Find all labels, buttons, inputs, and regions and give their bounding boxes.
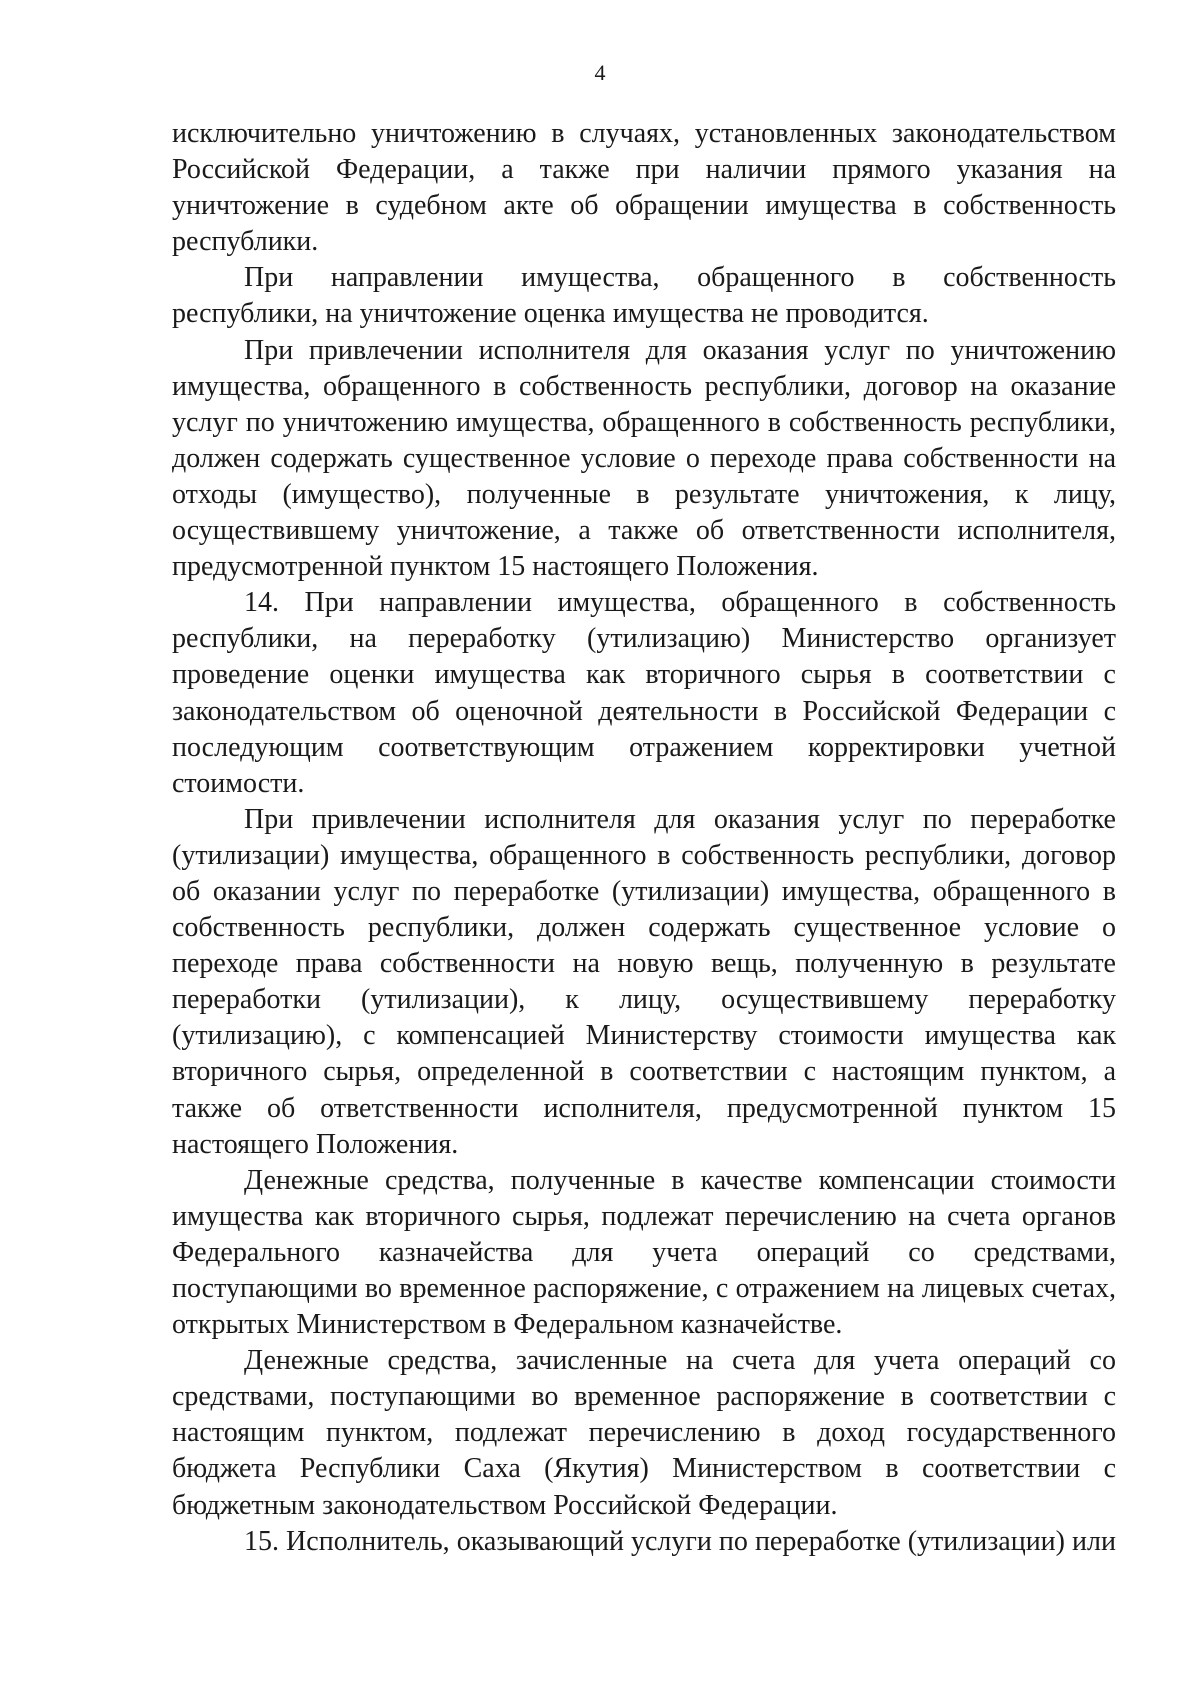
paragraph-item-15: 15. Исполнитель, оказывающий услуги по переработке (утилизации) или — [244, 1525, 1116, 1557]
paragraph-3: При привлечении исполнителя для оказания услуг по уничтожению имущества, обращенного в собственность республики, договор на оказание услуг по уничтожению имущества, обращенного в собственность республики, должен содержать существенное условие о переходе права собственности на отходы (имущество), полученные в результате уничтожения, к лицу, осуществившему уничтожение, а также об ответственности исполнителя, предусмотренной пунктом 15 настоящего Положения. — [172, 334, 1116, 583]
paragraph-6: Денежные средства, полученные в качестве компенсации стоимости имущества как вторичного сырья, подлежат перечислению на счета органов Федерального казначейства для учета операций со средствами, поступающими во временное распоряжение, с отражением на лицевых счетах, открытых Министерством в Федеральном казначействе. — [172, 1164, 1116, 1341]
paragraph-7: Денежные средства, зачисленные на счета для учета операций со средствами, поступающими во временное распоряжение в соответствии с настоящим пунктом, подлежат перечислению в доход государственного бюджета Республики Саха (Якутия) Министерством в соответствии с бюджетным законодательством Российской Федерации. — [172, 1345, 1116, 1521]
paragraph-5: При привлечении исполнителя для оказания услуг по переработке (утилизации) имущества, обращенного в собственность республики, договор об оказании услуг по переработке (утилизации) имущества, обращенного в собственность республики, должен содержать существенное условие о переходе права собственности на новую вещь, полученную в результате переработки (утилизации), к лицу, осуществившему переработку (утилизацию), с компенсацией Министерству стоимости имущества как вторичного сырья, определенной в соответствии с настоящим пунктом, а также об ответственности исполнителя, предусмотренной пунктом 15 настоящего Положения. — [172, 803, 1116, 1160]
paragraph-item-14: 14. При направлении имущества, обращенного в собственность республики, на переработку (утилизацию) Министерство организует проведение оценки имущества как вторичного сырья в соответствии с законодательством об оценочной деятельности в Российской Федерации с последующим соответствующим отражением корректировки учетной стоимости. — [172, 587, 1116, 799]
document-body — [172, 116, 1116, 1560]
page-number: 4 — [594, 60, 606, 85]
paragraph-1: исключительно уничтожению в случаях, установленных законодательством Российской Федерации, а также при наличии прямого указания на уничтожение в судебном акте об обращении имущества в собственность республики. — [172, 118, 1116, 258]
paragraph-2: При направлении имущества, обращенного в собственность республики, на уничтожение оценка имущества не проводится. — [172, 262, 1116, 330]
